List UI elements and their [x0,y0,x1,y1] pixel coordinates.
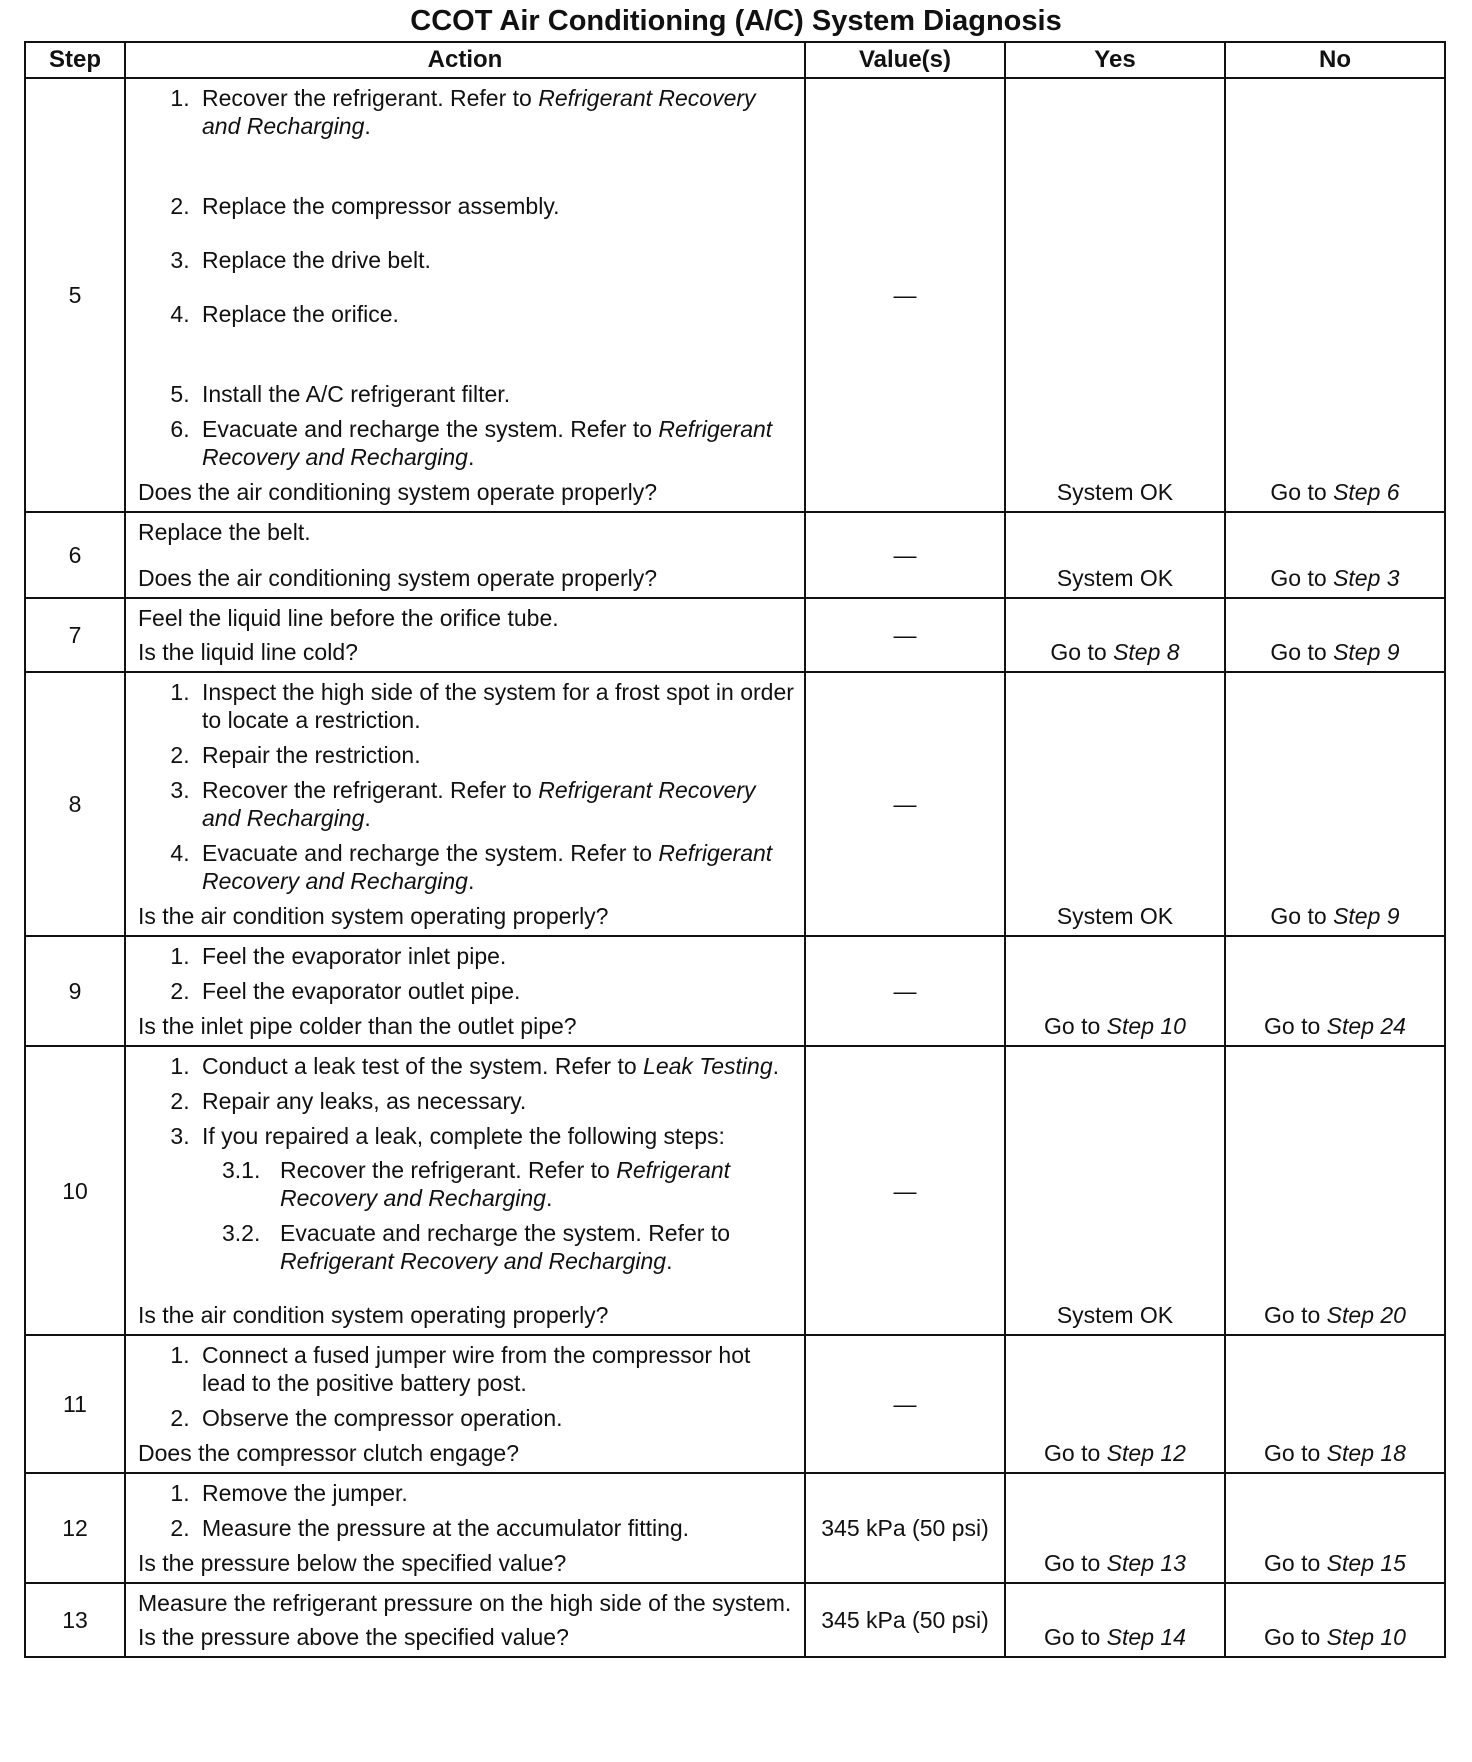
action-step [196,1404,796,1432]
action-steps [138,1479,796,1542]
value-cell: — [805,672,1005,936]
action-step [196,84,796,140]
reference-link: Refrigerant Recovery and Recharging [202,777,756,831]
table-row [25,672,1445,936]
instruction-tail: . [364,805,371,831]
no-outcome [1225,672,1445,936]
step-number: 12 [25,1473,125,1583]
action-step [196,1514,796,1542]
value-cell: 345 kPa (50 psi) [805,1583,1005,1657]
outcome-text: System OK [1056,903,1174,929]
no-outcome [1225,1473,1445,1583]
yes-outcome [1005,1583,1225,1657]
header-step: Step [25,42,125,78]
reference-link: Refrigerant Recovery and Recharging [202,840,773,894]
outcome-step-ref: Step 14 [1106,1624,1186,1650]
action-cell [125,512,805,598]
action-step [196,415,796,471]
action-step [196,1052,796,1080]
instruction-text: Inspect the high side of the system for a frost spot in order to locate a restriction. [202,679,794,733]
header-values: Value(s) [805,42,1005,78]
instruction-text: Recover the refrigerant. Refer to [202,85,539,111]
sub-steps [202,1156,796,1275]
yes-outcome [1005,512,1225,598]
table-row [25,1583,1445,1657]
table-row [25,936,1445,1046]
outcome-prefix: Go to [1270,639,1334,665]
instruction-text: Feel the evaporator inlet pipe. [202,943,507,969]
value-cell: — [805,78,1005,512]
step-number: 8 [25,672,125,936]
outcome-prefix: Go to [1264,1013,1327,1039]
action-cell [125,1046,805,1335]
header-action: Action [125,42,805,78]
action-step [196,1341,796,1397]
outcome-step-ref: Step 24 [1326,1013,1406,1039]
action-step [196,1087,796,1115]
action-cell [125,936,805,1046]
diagnosis-table [24,41,1446,1658]
instruction-text: Repair any leaks, as necessary. [202,1088,527,1114]
step-number: 6 [25,512,125,598]
action-question: Is the inlet pipe colder than the outlet pipe? [138,1013,577,1039]
header-yes: Yes [1005,42,1225,78]
outcome-step-ref: Step 18 [1326,1440,1406,1466]
value-cell: 345 kPa (50 psi) [805,1473,1005,1583]
outcome-step-ref: Step 13 [1106,1550,1186,1576]
action-steps [138,1052,796,1275]
action-question: Is the pressure above the specified value? [138,1624,569,1650]
outcome-step-ref: Step 8 [1113,639,1180,665]
action-question: Is the air condition system operating properly? [138,1302,609,1328]
reference-link: Refrigerant Recovery and Recharging [280,1248,667,1274]
value-cell: — [805,512,1005,598]
outcome-prefix: Go to [1050,639,1114,665]
instruction-text: Install the A/C refrigerant filter. [202,381,511,407]
action-step [196,942,796,970]
action-question: Does the air conditioning system operate properly? [138,479,658,505]
value-cell: — [805,936,1005,1046]
outcome-step-ref: Step 10 [1326,1624,1406,1650]
yes-outcome [1005,1046,1225,1335]
instruction-tail: . [467,868,475,894]
table-row [25,1046,1445,1335]
outcome-prefix: Go to [1270,479,1334,505]
yes-outcome [1005,936,1225,1046]
outcome-prefix: Go to [1044,1013,1107,1039]
action-step [196,678,796,734]
action-steps [138,942,796,1005]
action-steps [138,1341,796,1432]
outcome-step-ref: Step 9 [1333,903,1400,929]
value-cell: — [805,1046,1005,1335]
outcome-prefix: Go to [1264,1550,1327,1576]
table-row [25,512,1445,598]
instruction-text: Evacuate and recharge the system. Refer to [280,1220,731,1246]
value-cell: — [805,1335,1005,1473]
reference-link: Refrigerant Recovery and Recharging [202,416,773,470]
step-number: 11 [25,1335,125,1473]
table-body [25,78,1445,1657]
instruction-text: Evacuate and recharge the system. Refer to [202,840,659,866]
instruction-tail: . [467,444,475,470]
outcome-prefix: Go to [1270,903,1334,929]
outcome-step-ref: Step 3 [1333,565,1400,591]
outcome-text: System OK [1056,1302,1174,1328]
action-step [196,1479,796,1507]
action-cell [125,1583,805,1657]
action-intro: Replace the belt. [138,519,311,545]
action-step [196,246,796,274]
step-number: 10 [25,1046,125,1335]
outcome-prefix: Go to [1044,1440,1107,1466]
action-question: Is the pressure below the specified value? [138,1550,567,1576]
no-outcome [1225,1335,1445,1473]
sub-step [222,1156,796,1212]
instruction-text: Measure the pressure at the accumulator fitting. [202,1515,690,1541]
action-step [196,192,796,220]
outcome-text: System OK [1056,479,1174,505]
action-steps [138,84,796,471]
no-outcome [1225,78,1445,512]
action-intro: Measure the refrigerant pressure on the high side of the system. [138,1590,792,1616]
action-cell [125,78,805,512]
outcome-step-ref: Step 10 [1106,1013,1186,1039]
action-steps [138,678,796,895]
action-step [196,977,796,1005]
action-step [196,741,796,769]
outcome-prefix: Go to [1044,1550,1107,1576]
instruction-text: Recover the refrigerant. Refer to [280,1157,617,1183]
sub-step-number: 3.1. [222,1157,261,1183]
outcome-prefix: Go to [1264,1440,1327,1466]
action-question: Does the compressor clutch engage? [138,1440,519,1466]
outcome-text: System OK [1056,565,1174,591]
action-intro: Feel the liquid line before the orifice tube. [138,605,559,631]
instruction-text: Observe the compressor operation. [202,1405,563,1431]
action-step [196,776,796,832]
instruction-text: If you repaired a leak, complete the following steps: [202,1123,725,1149]
instruction-tail: . [545,1185,553,1211]
reference-link: Refrigerant Recovery and Recharging [280,1157,730,1211]
action-step [196,380,796,408]
instruction-text: Conduct a leak test of the system. Refer to [202,1053,644,1079]
reference-link: Leak Testing [643,1053,773,1079]
outcome-prefix: Go to [1264,1302,1327,1328]
outcome-prefix: Go to [1264,1624,1327,1650]
action-step [196,300,796,328]
instruction-text: Replace the compressor assembly. [202,193,560,219]
instruction-text: Connect a fused jumper wire from the compressor hot lead to the positive battery post. [202,1342,751,1396]
instruction-tail: . [364,113,371,139]
no-outcome [1225,598,1445,672]
instruction-tail: . [666,1248,673,1274]
step-number: 9 [25,936,125,1046]
yes-outcome [1005,1473,1225,1583]
outcome-step-ref: Step 9 [1333,639,1400,665]
sub-step [222,1219,796,1275]
table-row [25,598,1445,672]
action-question: Does the air conditioning system operate properly? [138,565,658,591]
header-row [25,42,1445,78]
instruction-text: Replace the orifice. [202,301,399,327]
instruction-text: Recover the refrigerant. Refer to [202,777,539,803]
action-step [196,1122,796,1275]
yes-outcome [1005,1335,1225,1473]
action-cell [125,672,805,936]
outcome-prefix: Go to [1270,565,1334,591]
outcome-step-ref: Step 20 [1326,1302,1406,1328]
sub-step-number: 3.2. [222,1220,261,1246]
no-outcome [1225,936,1445,1046]
action-question: Is the air condition system operating properly? [138,903,609,929]
action-question: Is the liquid line cold? [138,639,358,665]
action-cell [125,598,805,672]
step-number: 5 [25,78,125,512]
yes-outcome [1005,672,1225,936]
yes-outcome [1005,598,1225,672]
value-cell: — [805,598,1005,672]
action-step [196,839,796,895]
header-no: No [1225,42,1445,78]
instruction-text: Remove the jumper. [202,1480,408,1506]
step-number: 13 [25,1583,125,1657]
outcome-step-ref: Step 12 [1106,1440,1186,1466]
action-cell [125,1335,805,1473]
table-row [25,78,1445,512]
no-outcome [1225,512,1445,598]
action-cell [125,1473,805,1583]
outcome-step-ref: Step 6 [1333,479,1400,505]
outcome-step-ref: Step 15 [1326,1550,1406,1576]
table-row [25,1335,1445,1473]
instruction-text: Evacuate and recharge the system. Refer to [202,416,659,442]
outcome-prefix: Go to [1044,1624,1107,1650]
reference-link: Refrigerant Recovery and Recharging [202,85,756,139]
table-row [25,1473,1445,1583]
page-title: CCOT Air Conditioning (A/C) System Diagnosis [410,5,1062,37]
instruction-text: Replace the drive belt. [202,247,431,273]
instruction-text: Repair the restriction. [202,742,421,768]
no-outcome [1225,1046,1445,1335]
instruction-tail: . [772,1053,780,1079]
step-number: 7 [25,598,125,672]
instruction-text: Feel the evaporator outlet pipe. [202,978,521,1004]
yes-outcome [1005,78,1225,512]
no-outcome [1225,1583,1445,1657]
